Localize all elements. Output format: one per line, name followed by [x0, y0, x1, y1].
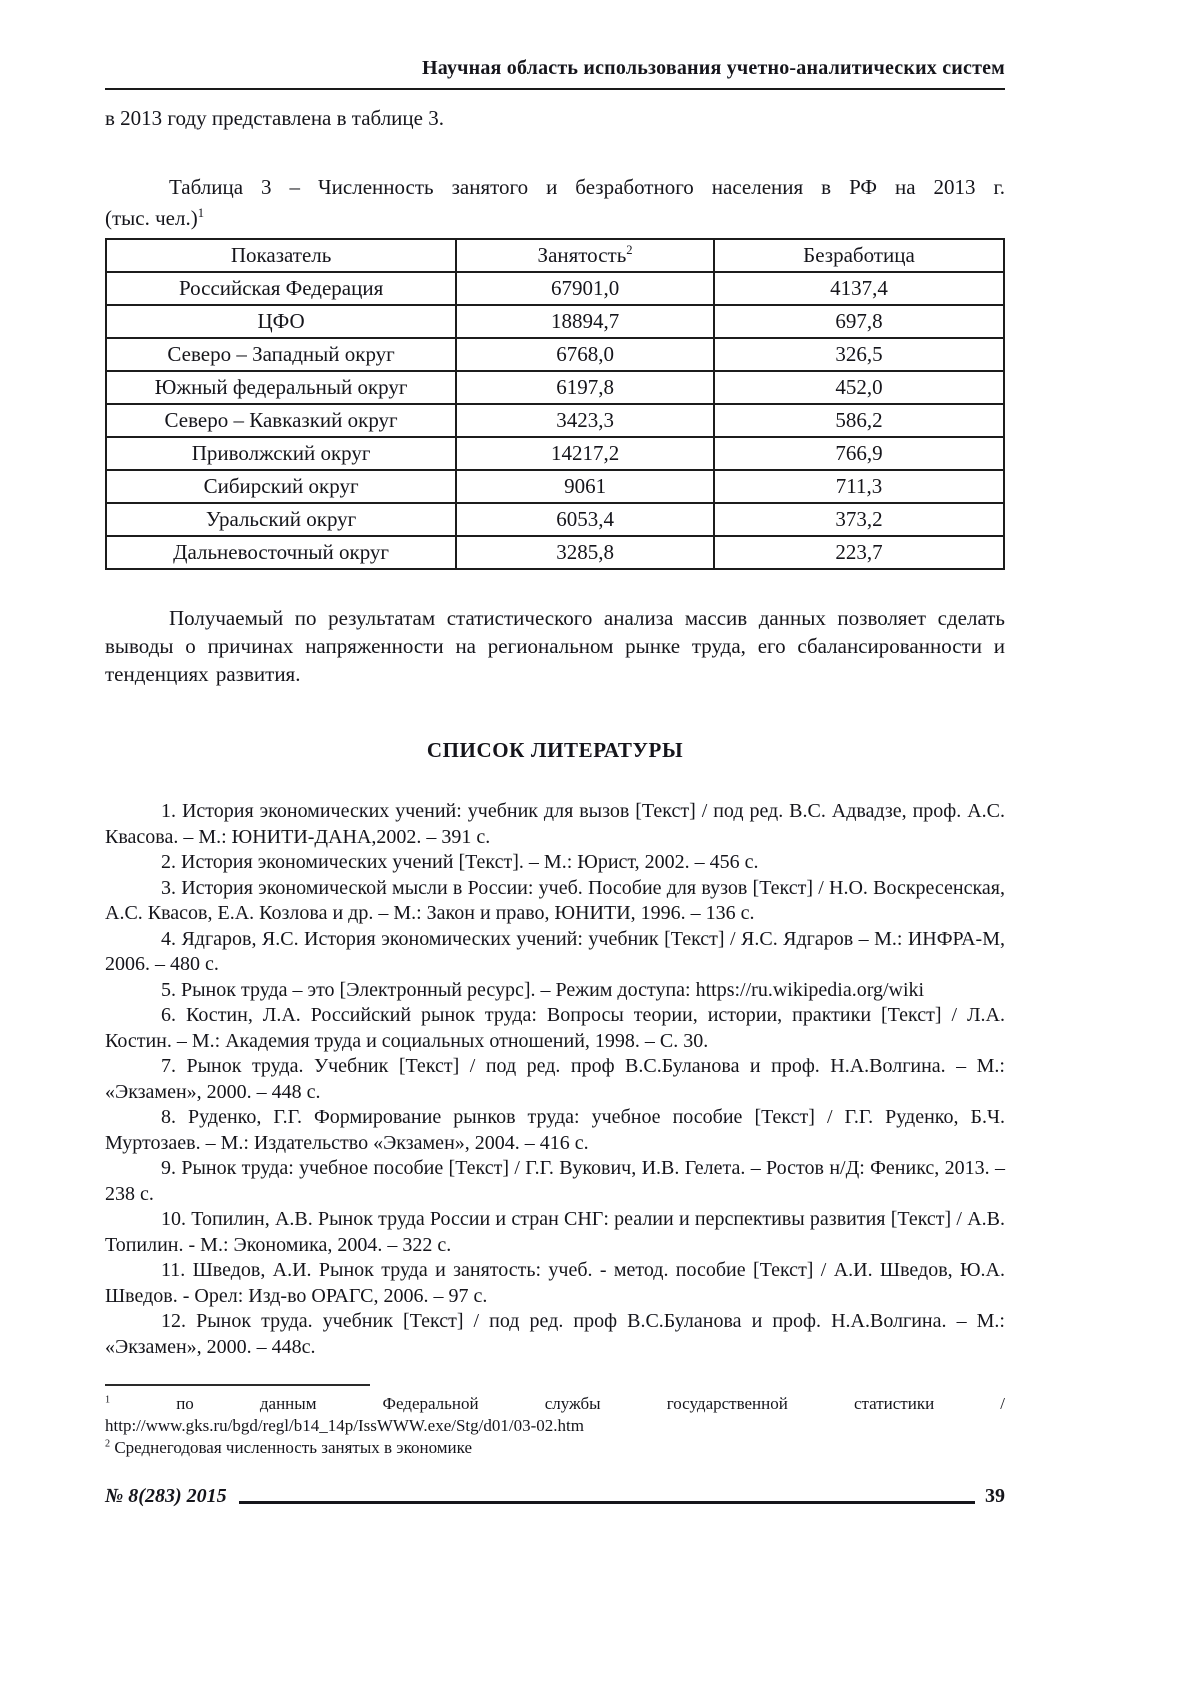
cell-employment: 6768,0 [456, 338, 714, 371]
cell-employment: 67901,0 [456, 272, 714, 305]
reference-item: 6. Костин, Л.А. Российский рынок труда: Вопросы теории, истории, практики [Текст] / Л.А. Костин. – М.: Академия труда и социальных отношений, 1998. – С. 30. [105, 1004, 1005, 1052]
table-caption [105, 172, 1005, 234]
table-row [106, 338, 1004, 371]
cell-region: Дальневосточный округ [106, 536, 456, 569]
footnote-2-marker: 2 [105, 1438, 111, 1450]
table-row [106, 305, 1004, 338]
analysis-paragraph: Получаемый по результатам статистического анализа массив данных позволяет сделать выводы о причинах напряженности на региональном рынке труда, его сбалансированности и тенденциях развития. [105, 606, 1005, 686]
table-row [106, 404, 1004, 437]
header-cell-indicator: Показатель [106, 239, 456, 272]
cell-region: Сибирский округ [106, 470, 456, 503]
table-row [106, 437, 1004, 470]
cell-employment: 6197,8 [456, 371, 714, 404]
cell-region: ЦФО [106, 305, 456, 338]
cell-region: Южный федеральный округ [106, 371, 456, 404]
page-footer [105, 1484, 1005, 1508]
cell-unemployment: 326,5 [714, 338, 1004, 371]
table-row [106, 470, 1004, 503]
employment-footnote-marker: 2 [626, 243, 633, 257]
cell-region: Приволжский округ [106, 437, 456, 470]
footnote-2-text: Среднегодовая численность занятых в экономике [114, 1438, 472, 1457]
journal-issue-label: № 8(283) 2015 [105, 1485, 227, 1507]
reference-item: 5. Рынок труда – это [Электронный ресурс]. – Режим доступа: https://ru.wikipedia.org/wiki [161, 978, 925, 1001]
caption-units: (тыс. чел.) [105, 206, 198, 230]
header-cell-unemployment: Безработица [714, 239, 1004, 272]
cell-unemployment: 4137,4 [714, 272, 1004, 305]
page-number: 39 [985, 1485, 1005, 1507]
table-caption-line-1: Таблица 3 – Численность занятого и безработного населения в РФ на 2013 г. [169, 175, 1005, 199]
footer-rule [239, 1501, 975, 1504]
cell-unemployment: 223,7 [714, 536, 1004, 569]
employment-table [105, 238, 1005, 570]
caption-footnote-marker: 1 [197, 206, 205, 220]
header-rule [105, 88, 1005, 90]
table-caption-line-2 [105, 203, 1005, 234]
table-row [106, 536, 1004, 569]
cell-employment: 9061 [456, 470, 714, 503]
reference-item: 12. Рынок труда. учебник [Текст] / под ред. проф В.С.Буланова и проф. Н.А.Волгина. – М.: «Экзамен», 2000. – 448с. [105, 1310, 1005, 1358]
table-row [106, 371, 1004, 404]
cell-region: Российская Федерация [106, 272, 456, 305]
table-row [106, 503, 1004, 536]
reference-item: 1. История экономических учений: учебник для вызов [Текст] / под ред. В.С. Адвадзе, проф. А.С. Квасова. – М.: ЮНИТИ-ДАНА,2002. – 391 с. [105, 800, 1005, 848]
footnote-1-text: по данным Федеральной службы государственной статистики / http://www.gks.ru/bgd/regl/b14_14p/IssWWW.exe/Stg/d01/03-02.htm [105, 1394, 1005, 1435]
reference-item: 11. Шведов, А.И. Рынок труда и занятость: учеб. - метод. пособие [Текст] / А.И. Шведов, Ю.А. Шведов. - Орел: Изд-во ОРАГС, 2006. – 97 с. [105, 1259, 1005, 1307]
cell-unemployment: 586,2 [714, 404, 1004, 437]
cell-employment: 14217,2 [456, 437, 714, 470]
footnote-separator-rule [105, 1384, 370, 1386]
cell-employment: 3285,8 [456, 536, 714, 569]
references-heading: СПИСОК ЛИТЕРАТУРЫ [426, 738, 684, 762]
cell-unemployment: 697,8 [714, 305, 1004, 338]
reference-item: 7. Рынок труда. Учебник [Текст] / под ред. проф В.С.Буланова и проф. Н.А.Волгина. – М.: «Экзамен», 2000. – 448 с. [105, 1055, 1005, 1103]
reference-item: 2. История экономических учений [Текст]. – М.: Юрист, 2002. – 456 с. [161, 851, 759, 873]
footnote-1 [105, 1393, 1005, 1437]
cell-unemployment: 373,2 [714, 503, 1004, 536]
footnotes-block [105, 1384, 1005, 1459]
cell-unemployment: 452,0 [714, 371, 1004, 404]
footnote-2 [105, 1437, 1005, 1459]
running-header-title: Научная область использования учетно-аналитических систем [422, 57, 1005, 79]
cell-unemployment: 711,3 [714, 470, 1004, 503]
page-header [105, 56, 1005, 90]
reference-item: 8. Руденко, Г.Г. Формирование рынков труда: учебное пособие [Текст] / Г.Г. Руденко, Б.Ч. Муртозаев. – М.: Издательство «Экзамен», 2004. – 416 с. [105, 1106, 1005, 1154]
footnote-1-marker: 1 [105, 1394, 111, 1406]
reference-item: 10. Топилин, А.В. Рынок труда России и стран СНГ: реалии и перспективы развития [Текст] / А.В. Топилин. - М.: Экономика, 2004. – 322 с. [105, 1208, 1005, 1256]
cell-employment: 18894,7 [456, 305, 714, 338]
header-employment-label: Занятость [537, 243, 627, 267]
cell-region: Северо – Кавказкий округ [106, 404, 456, 437]
cell-unemployment: 766,9 [714, 437, 1004, 470]
cell-employment: 3423,3 [456, 404, 714, 437]
table-row [106, 272, 1004, 305]
table-header-row [106, 239, 1004, 272]
reference-item: 4. Ядгаров, Я.С. История экономических учений: учебник [Текст] / Я.С. Ядгаров – М.: ИНФРА-М, 2006. – 480 с. [105, 927, 1005, 975]
reference-item: 3. История экономической мысли в России: учеб. Пособие для вузов [Текст] / Н.О. Воскресенская, А.С. Квасов, Е.А. Козлова и др. – М.: Закон и право, ЮНИТИ, 1996. – 136 с. [105, 876, 1005, 924]
cell-region: Северо – Западный округ [106, 338, 456, 371]
cell-region: Уральский округ [106, 503, 456, 536]
header-cell-employment [456, 239, 714, 272]
references-list [105, 799, 1005, 1360]
intro-text: в 2013 году представлена в таблице 3. [105, 106, 444, 130]
reference-item: 9. Рынок труда: учебное пособие [Текст] / Г.Г. Вукович, И.В. Гелета. – Ростов н/Д: Феникс, 2013. – 238 с. [105, 1157, 1005, 1205]
cell-employment: 6053,4 [456, 503, 714, 536]
